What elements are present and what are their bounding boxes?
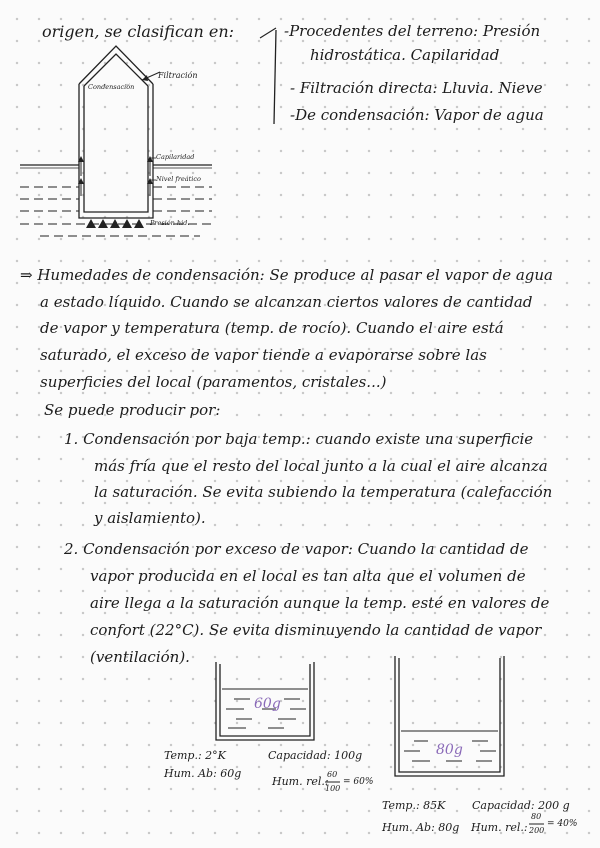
label-condensacion: Condensación bbox=[88, 83, 135, 91]
list-item-filtracion: - Filtración directa: Lluvia. Nieve bbox=[290, 79, 543, 97]
intro-text: origen, se clasifican en: bbox=[42, 22, 235, 41]
right-container bbox=[395, 656, 504, 776]
label-nivel-freatico: Nivel freático bbox=[156, 175, 201, 183]
left-temp: Temp.: 2°K bbox=[164, 749, 226, 762]
label-filtracion: Filtración bbox=[158, 71, 198, 80]
item2-line-2: vapor producida en el local es tan alta que el volumen de bbox=[90, 567, 526, 585]
list-item-terreno: -Procedentes del terreno: Presión bbox=[284, 22, 541, 40]
body-line-3: de vapor y temperatura (temp. de rocío). Cuando el aire está bbox=[40, 319, 504, 337]
list-item-terreno-cont: hidrostática. Capilaridad bbox=[310, 46, 500, 64]
right-frac-den: 200 bbox=[529, 826, 545, 835]
right-hum-rel-value: = 40% bbox=[547, 819, 578, 829]
label-presion: Presión hid. bbox=[150, 219, 190, 227]
item1-line-3: la saturación. Se evita subiendo la temperatura (calefacción bbox=[94, 483, 553, 501]
item2-line-4: confort (22°C). Se evita disminuyendo la cantidad de vapor bbox=[90, 621, 542, 639]
right-capacidad: Capacidad: 200 g bbox=[472, 799, 570, 812]
left-fill-label: 60g bbox=[254, 696, 281, 712]
right-frac-num: 80 bbox=[531, 812, 542, 821]
item1-line-1: 1. Condensación por baja temp.: cuando existe una superficie bbox=[64, 430, 534, 448]
right-fill-label: 80g bbox=[436, 742, 463, 758]
body-line-2: a estado líquido. Cuando se alcanzan ciertos valores de cantidad bbox=[40, 293, 533, 311]
body-line-6: Se puede producir por: bbox=[44, 401, 221, 419]
left-hum-rel: Hum. rel.: bbox=[272, 775, 329, 788]
body-line-4: saturado, el exceso de vapor tiende a evaporarse sobre las bbox=[40, 346, 487, 364]
right-temp: Temp.: 85K bbox=[382, 799, 446, 812]
item1-line-4: y aislamiento). bbox=[94, 509, 206, 527]
left-frac-num: 60 bbox=[327, 770, 338, 779]
left-capacidad: Capacidad: 100g bbox=[268, 749, 363, 762]
left-frac-den: 100 bbox=[325, 784, 341, 793]
list-item-condensacion: -De condensación: Vapor de agua bbox=[290, 106, 544, 124]
left-hum-rel-value: = 60% bbox=[343, 777, 374, 787]
item2-line-3: aire llega a la saturación aunque la temp. esté en valores de bbox=[90, 594, 550, 612]
body-line-1: ⇒ Humedades de condensación: Se produce al pasar el vapor de agua bbox=[20, 266, 553, 284]
right-hum-abs: Hum. Ab: 80g bbox=[382, 821, 460, 834]
right-hum-rel: Hum. rel.: bbox=[471, 821, 528, 834]
label-capilaridad: Capilaridad bbox=[156, 153, 195, 161]
body-line-5: superficies del local (paramentos, cristales...) bbox=[40, 373, 387, 391]
item1-line-2: más fría que el resto del local junto a la cual el aire alcanza bbox=[94, 457, 548, 475]
left-hum-abs: Hum. Ab: 60g bbox=[164, 767, 242, 780]
item2-line-5: (ventilación). bbox=[90, 648, 190, 666]
item2-line-1: 2. Condensación por exceso de vapor: Cuando la cantidad de bbox=[64, 540, 529, 558]
